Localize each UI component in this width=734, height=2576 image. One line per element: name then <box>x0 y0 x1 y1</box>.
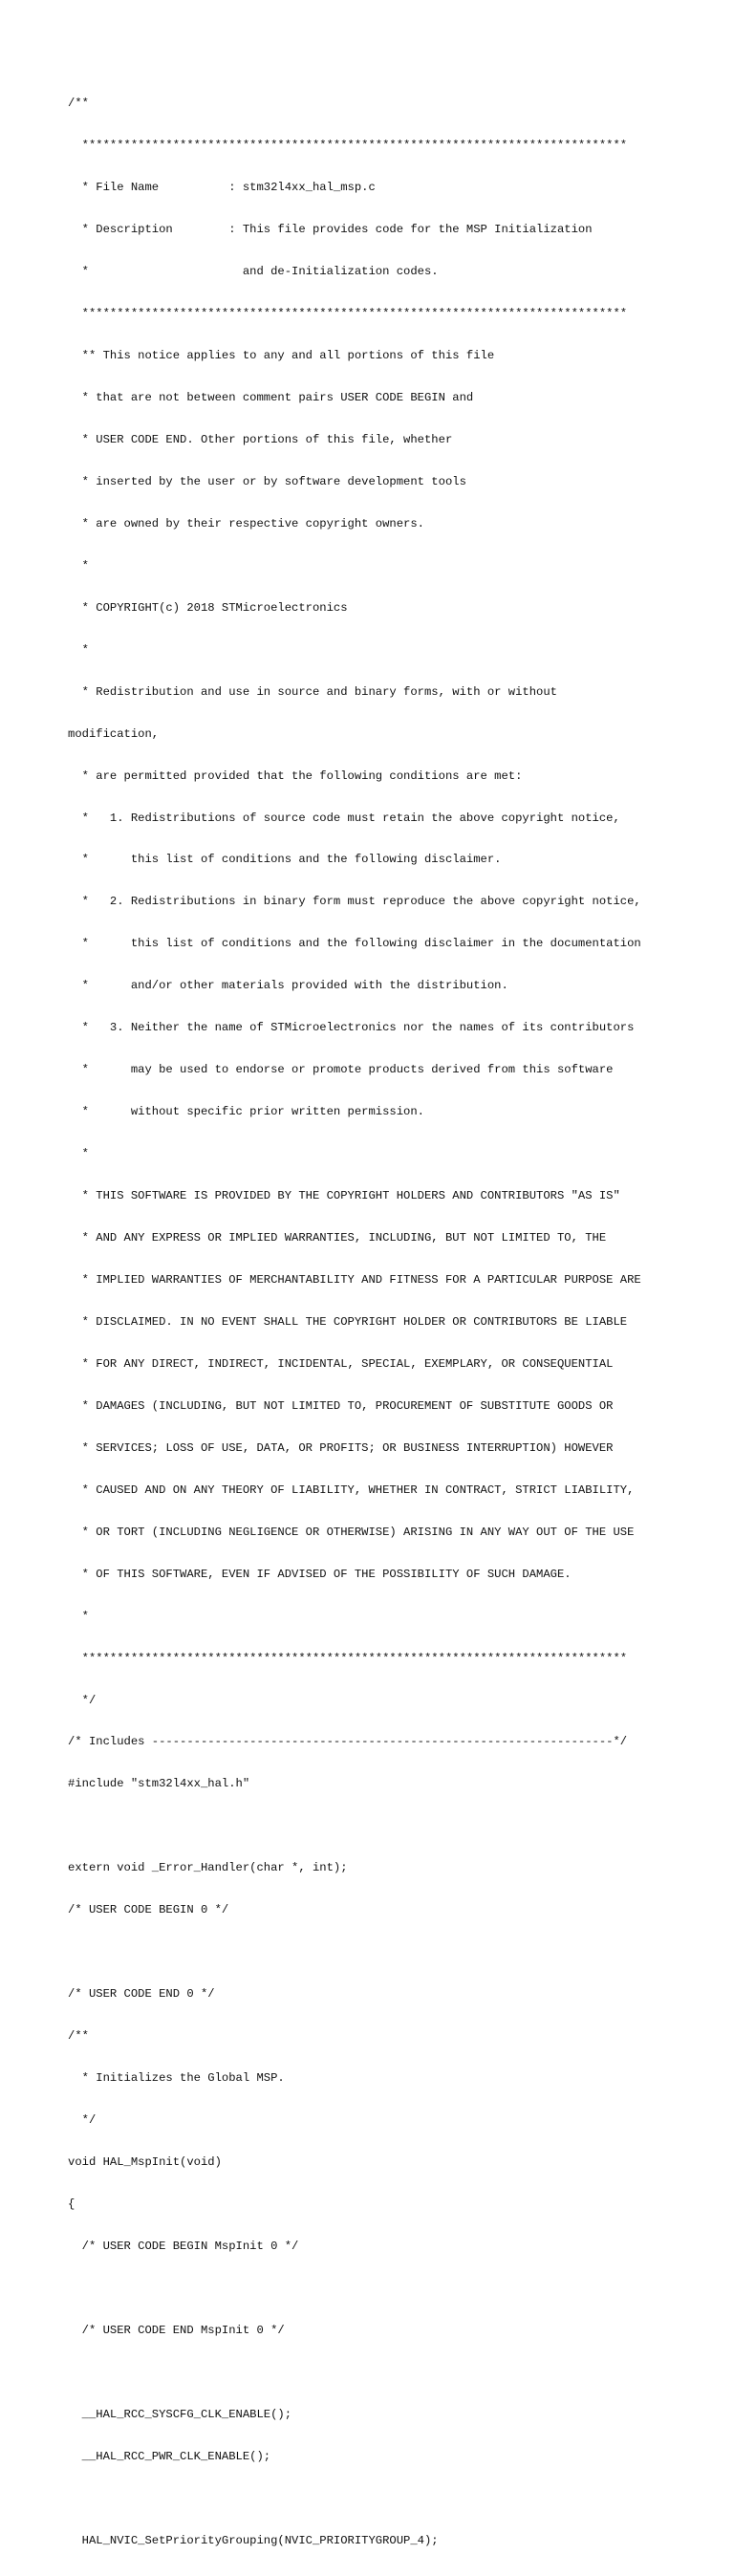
code-line: * are permitted provided that the following conditions are met: <box>68 768 523 783</box>
code-line: /* Includes ------------------------------------------------------------------*/ <box>68 1735 628 1749</box>
code-line <box>68 2492 641 2506</box>
code-line: ** This notice applies to any and all portions of this file <box>68 349 495 363</box>
code-line: __HAL_RCC_PWR_CLK_ENABLE(); <box>68 2449 271 2463</box>
source-code-listing <box>68 69 641 2576</box>
code-line: * <box>68 1147 89 1161</box>
code-line: /* USER CODE BEGIN MspInit 0 */ <box>68 2239 299 2253</box>
code-line: { <box>68 2197 76 2211</box>
code-line: * 1. Redistributions of source code must retain the above copyright notice, <box>68 811 620 825</box>
code-line: */ <box>68 2113 97 2128</box>
code-line: /* USER CODE BEGIN 0 */ <box>68 1903 229 1917</box>
code-line: * File Name : stm32l4xx_hal_msp.c <box>68 181 376 195</box>
code-line: /** <box>68 2029 89 2044</box>
code-line: * are owned by their respective copyright owners. <box>68 516 424 530</box>
code-line: /* USER CODE END MspInit 0 */ <box>68 2323 285 2337</box>
code-line: * SERVICES; LOSS OF USE, DATA, OR PROFITS; OR BUSINESS INTERRUPTION) HOWEVER <box>68 1440 614 1455</box>
code-line: * AND ANY EXPRESS OR IMPLIED WARRANTIES, INCLUDING, BUT NOT LIMITED TO, THE <box>68 1231 607 1245</box>
code-line: modification, <box>68 726 160 741</box>
code-line: * OR TORT (INCLUDING NEGLIGENCE OR OTHERWISE) ARISING IN ANY WAY OUT OF THE USE <box>68 1525 635 1539</box>
code-line: /* USER CODE END 0 */ <box>68 1987 215 2002</box>
code-line: ****************************************************************************** <box>68 139 628 153</box>
code-line: */ <box>68 1693 97 1707</box>
code-line: #include "stm32l4xx_hal.h" <box>68 1777 250 1791</box>
code-line: * <box>68 558 89 573</box>
code-line: * CAUSED AND ON ANY THEORY OF LIABILITY, WHETHER IN CONTRACT, STRICT LIABILITY, <box>68 1483 635 1497</box>
code-line: * may be used to endorse or promote products derived from this software <box>68 1063 614 1077</box>
code-line: * that are not between comment pairs USER CODE BEGIN and <box>68 390 474 404</box>
code-line: * <box>68 1609 89 1623</box>
code-line: HAL_NVIC_SetPriorityGrouping(NVIC_PRIORITYGROUP_4); <box>68 2533 439 2547</box>
code-line: ****************************************************************************** <box>68 307 628 321</box>
code-line: * 3. Neither the name of STMicroelectronics nor the names of its contributors <box>68 1021 635 1035</box>
code-line: /** <box>68 97 89 111</box>
code-line: * without specific prior written permission. <box>68 1105 424 1119</box>
code-line: * COPYRIGHT(c) 2018 STMicroelectronics <box>68 600 348 615</box>
code-line: * Redistribution and use in source and binary forms, with or without <box>68 684 557 699</box>
code-line: * Initializes the Global MSP. <box>68 2071 285 2086</box>
code-line: * 2. Redistributions in binary form must reproduce the above copyright notice, <box>68 895 641 909</box>
code-line: * Description : This file provides code for the MSP Initialization <box>68 223 593 237</box>
code-line: void HAL_MspInit(void) <box>68 2155 222 2170</box>
code-line: * this list of conditions and the following disclaimer in the documentation <box>68 937 641 951</box>
code-line: * IMPLIED WARRANTIES OF MERCHANTABILITY AND FITNESS FOR A PARTICULAR PURPOSE ARE <box>68 1273 641 1287</box>
code-line: extern void _Error_Handler(char *, int); <box>68 1861 348 1875</box>
code-line <box>68 2366 641 2380</box>
code-line: * <box>68 642 89 657</box>
code-line: * and/or other materials provided with the distribution. <box>68 979 508 993</box>
code-line: * USER CODE END. Other portions of this file, whether <box>68 432 453 446</box>
code-line <box>68 1819 641 1833</box>
code-line: * OF THIS SOFTWARE, EVEN IF ADVISED OF THE POSSIBILITY OF SUCH DAMAGE. <box>68 1567 572 1581</box>
code-line: __HAL_RCC_SYSCFG_CLK_ENABLE(); <box>68 2407 292 2421</box>
code-line: ****************************************************************************** <box>68 1651 628 1665</box>
code-line: * DISCLAIMED. IN NO EVENT SHALL THE COPYRIGHT HOLDER OR CONTRIBUTORS BE LIABLE <box>68 1314 628 1329</box>
code-line: * this list of conditions and the following disclaimer. <box>68 853 502 867</box>
code-line: * inserted by the user or by software development tools <box>68 474 466 488</box>
code-line: * DAMAGES (INCLUDING, BUT NOT LIMITED TO, PROCUREMENT OF SUBSTITUTE GOODS OR <box>68 1398 614 1413</box>
code-line <box>68 2282 641 2296</box>
code-line: * and de-Initialization codes. <box>68 265 439 279</box>
code-line <box>68 1945 641 1959</box>
code-line: * FOR ANY DIRECT, INDIRECT, INCIDENTAL, SPECIAL, EXEMPLARY, OR CONSEQUENTIAL <box>68 1356 614 1371</box>
code-line: * THIS SOFTWARE IS PROVIDED BY THE COPYRIGHT HOLDERS AND CONTRIBUTORS "AS IS" <box>68 1189 620 1203</box>
